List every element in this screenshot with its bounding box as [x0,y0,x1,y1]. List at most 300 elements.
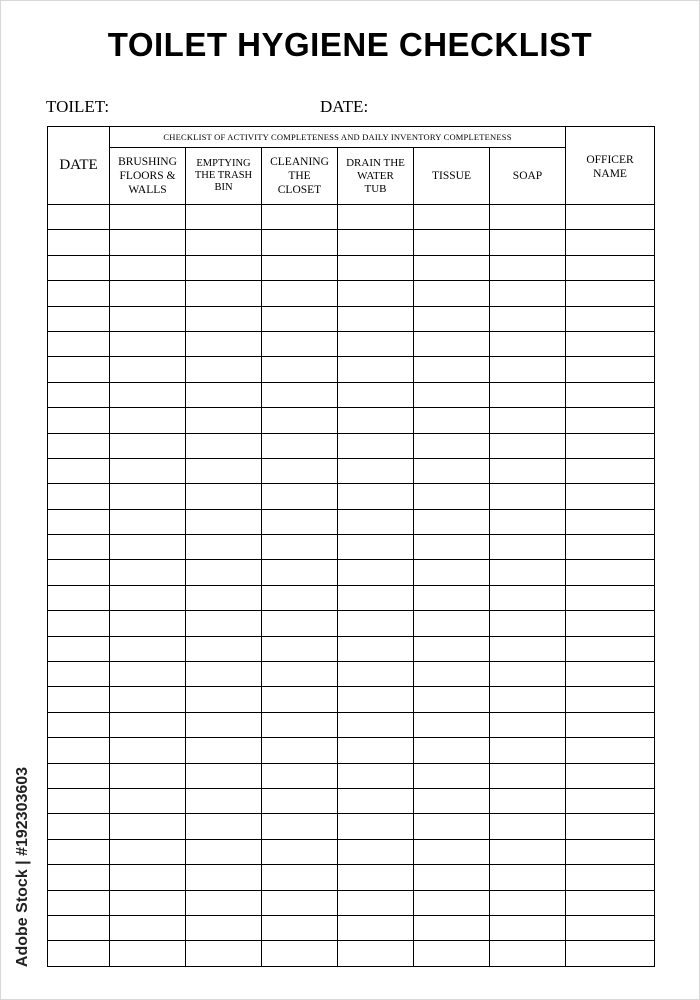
table-cell[interactable] [48,611,110,636]
table-row [48,560,655,585]
table-cell[interactable] [338,865,414,890]
stock-id-watermark [13,752,33,982]
table-cell[interactable] [566,535,655,560]
table-cell[interactable] [414,281,490,306]
table-cell[interactable] [490,738,566,763]
table-row [48,611,655,636]
table-cell[interactable] [566,205,655,230]
table-cell[interactable] [262,687,338,712]
table-cell[interactable] [566,509,655,534]
table-cell[interactable] [48,763,110,788]
table-cell[interactable] [186,788,262,813]
table-row [48,763,655,788]
table-cell[interactable] [262,839,338,864]
table-cell[interactable] [414,509,490,534]
table-cell[interactable] [262,712,338,737]
table-cell[interactable] [338,331,414,356]
table-cell[interactable] [490,331,566,356]
table-cell[interactable] [490,662,566,687]
table-cell[interactable] [186,205,262,230]
table-row [48,306,655,331]
header-line: TUB [364,182,387,195]
table-cell[interactable] [186,458,262,483]
table-cell[interactable] [48,458,110,483]
table-cell[interactable] [338,712,414,737]
table-cell[interactable] [262,408,338,433]
table-cell[interactable] [48,560,110,585]
table-cell[interactable] [48,535,110,560]
toilet-field-label: TOILET: [46,97,110,116]
tissue-header [414,148,490,205]
table-cell[interactable] [490,941,566,966]
table-cell[interactable] [48,509,110,534]
table-cell[interactable] [338,205,414,230]
table-cell[interactable] [490,433,566,458]
checklist-table-body [48,205,655,967]
table-cell[interactable] [414,255,490,280]
table-cell[interactable] [186,408,262,433]
table-cell[interactable] [262,738,338,763]
table-cell[interactable] [186,357,262,382]
table-row [48,662,655,687]
table-cell[interactable] [110,357,186,382]
table-cell[interactable] [262,636,338,661]
checklist-group-header: CHECKLIST OF ACTIVITY COMPLETENESS AND DAILY INVENTORY COMPLETENESS [110,127,566,148]
table-cell[interactable] [566,255,655,280]
table-cell[interactable] [414,535,490,560]
table-cell[interactable] [414,941,490,966]
table-cell[interactable] [338,560,414,585]
table-cell[interactable] [490,357,566,382]
table-cell[interactable] [110,890,186,915]
table-cell[interactable] [110,636,186,661]
table-cell[interactable] [566,458,655,483]
header-line: WATER [357,169,394,182]
header-line: WALLS [128,184,167,196]
table-cell[interactable] [110,509,186,534]
table-cell[interactable] [490,839,566,864]
table-cell[interactable] [338,915,414,940]
table-cell[interactable] [566,712,655,737]
table-row [48,814,655,839]
table-cell[interactable] [414,865,490,890]
table-cell[interactable] [110,331,186,356]
table-cell[interactable] [338,814,414,839]
table-cell[interactable] [262,763,338,788]
table-cell[interactable] [110,712,186,737]
table-cell[interactable] [48,230,110,255]
table-cell[interactable] [566,281,655,306]
table-cell[interactable] [186,890,262,915]
table-cell[interactable] [48,941,110,966]
table-cell[interactable] [110,585,186,610]
table-cell[interactable] [338,357,414,382]
table-row [48,331,655,356]
table-cell[interactable] [110,205,186,230]
header-line: TISSUE [432,170,471,182]
table-cell[interactable] [566,915,655,940]
table-cell[interactable] [186,712,262,737]
soap-header [490,148,566,205]
table-cell[interactable] [186,306,262,331]
table-cell[interactable] [48,662,110,687]
table-row [48,941,655,966]
table-cell[interactable] [338,890,414,915]
table-cell[interactable] [566,941,655,966]
table-cell[interactable] [262,915,338,940]
header-line: SOAP [512,170,543,182]
table-cell[interactable] [48,484,110,509]
table-cell[interactable] [48,331,110,356]
table-row [48,839,655,864]
table-cell[interactable] [48,865,110,890]
table-cell[interactable] [48,382,110,407]
table-cell[interactable] [566,738,655,763]
table-cell[interactable] [262,484,338,509]
table-cell[interactable] [48,915,110,940]
table-cell[interactable] [262,306,338,331]
table-cell[interactable] [338,738,414,763]
table-cell[interactable] [414,382,490,407]
table-cell[interactable] [490,281,566,306]
officer-header-line: NAME [593,168,627,180]
table-cell[interactable] [186,281,262,306]
table-cell[interactable] [186,814,262,839]
table-cell[interactable] [566,585,655,610]
table-cell[interactable] [110,230,186,255]
table-cell[interactable] [48,306,110,331]
table-cell[interactable] [110,458,186,483]
date-column-header: DATE [48,127,110,205]
table-cell[interactable] [414,636,490,661]
table-cell[interactable] [490,611,566,636]
table-cell[interactable] [490,535,566,560]
table-cell[interactable] [262,205,338,230]
table-row [48,535,655,560]
table-cell[interactable] [110,738,186,763]
table-cell[interactable] [262,788,338,813]
table-cell[interactable] [262,433,338,458]
table-cell[interactable] [566,484,655,509]
table-cell[interactable] [338,585,414,610]
table-cell[interactable] [338,382,414,407]
table-row [48,788,655,813]
table-cell[interactable] [566,382,655,407]
table-row [48,585,655,610]
table-cell[interactable] [566,890,655,915]
table-cell[interactable] [414,205,490,230]
table-cell[interactable] [338,230,414,255]
table-cell[interactable] [110,433,186,458]
table-cell[interactable] [110,814,186,839]
table-cell[interactable] [262,662,338,687]
table-cell[interactable] [186,662,262,687]
table-cell[interactable] [262,535,338,560]
table-cell[interactable] [338,636,414,661]
table-cell[interactable] [110,687,186,712]
table-cell[interactable] [338,408,414,433]
table-cell[interactable] [110,662,186,687]
table-cell[interactable] [262,814,338,839]
table-row [48,281,655,306]
table-row [48,865,655,890]
table-cell[interactable] [110,915,186,940]
table-cell[interactable] [48,205,110,230]
table-cell[interactable] [490,763,566,788]
table-cell[interactable] [262,357,338,382]
table-cell[interactable] [338,687,414,712]
table-cell[interactable] [490,230,566,255]
table-row [48,509,655,534]
table-cell[interactable] [414,839,490,864]
table-cell[interactable] [262,941,338,966]
table-cell[interactable] [110,941,186,966]
table-cell[interactable] [186,865,262,890]
table-cell[interactable] [110,611,186,636]
table-row [48,433,655,458]
table-cell[interactable] [48,357,110,382]
table-cell[interactable] [490,205,566,230]
table-cell[interactable] [262,611,338,636]
table-cell[interactable] [186,433,262,458]
table-cell[interactable] [338,509,414,534]
table-row [48,205,655,230]
table-cell[interactable] [262,230,338,255]
table-cell[interactable] [338,788,414,813]
table-cell[interactable] [566,687,655,712]
table-cell[interactable] [490,915,566,940]
table-row [48,738,655,763]
table-row [48,915,655,940]
table-cell[interactable] [338,535,414,560]
table-cell[interactable] [110,255,186,280]
table-cell[interactable] [338,839,414,864]
table-cell[interactable] [566,408,655,433]
table-cell[interactable] [414,814,490,839]
table-cell[interactable] [48,814,110,839]
table-cell[interactable] [110,865,186,890]
header-line: DRAIN THE [346,156,405,169]
date-field-label: DATE: [320,97,369,116]
table-cell[interactable] [262,865,338,890]
table-cell[interactable] [414,763,490,788]
table-cell[interactable] [262,458,338,483]
table-cell[interactable] [110,788,186,813]
header-line: CLOSET [277,184,322,196]
header-line: THE TRASH [194,170,253,181]
table-cell[interactable] [186,839,262,864]
table-cell[interactable] [186,535,262,560]
table-cell[interactable] [48,712,110,737]
table-cell[interactable] [262,281,338,306]
table-cell[interactable] [414,687,490,712]
table-cell[interactable] [490,712,566,737]
table-cell[interactable] [490,255,566,280]
table-cell[interactable] [414,585,490,610]
header-line: CLEANING [270,156,329,168]
table-cell[interactable] [414,662,490,687]
table-row [48,890,655,915]
brushing-floors-walls-header [110,148,186,205]
table-cell[interactable] [48,839,110,864]
table-row [48,382,655,407]
checklist-table [47,126,655,967]
table-cell[interactable] [186,636,262,661]
table-cell[interactable] [490,788,566,813]
table-cell[interactable] [186,941,262,966]
table-cell[interactable] [48,255,110,280]
stock-id-text: Adobe Stock | #192303603 [14,766,32,968]
table-cell[interactable] [338,611,414,636]
table-row [48,408,655,433]
table-cell[interactable] [338,763,414,788]
table-cell[interactable] [566,839,655,864]
table-cell[interactable] [186,585,262,610]
table-cell[interactable] [186,255,262,280]
table-row [48,357,655,382]
cleaning-closet-header [262,148,338,205]
table-cell[interactable] [566,611,655,636]
table-row [48,484,655,509]
table-cell[interactable] [566,865,655,890]
table-cell[interactable] [414,738,490,763]
table-cell[interactable] [490,408,566,433]
table-cell[interactable] [110,408,186,433]
table-cell[interactable] [566,662,655,687]
table-cell[interactable] [566,636,655,661]
table-cell[interactable] [414,230,490,255]
table-cell[interactable] [186,687,262,712]
table-row [48,458,655,483]
table-cell[interactable] [48,636,110,661]
drain-water-tub-header [338,148,414,205]
table-cell[interactable] [490,382,566,407]
table-cell[interactable] [490,509,566,534]
table-cell[interactable] [48,408,110,433]
table-cell[interactable] [414,357,490,382]
officer-name-header [566,127,655,205]
table-cell[interactable] [566,433,655,458]
table-row [48,687,655,712]
table-cell[interactable] [48,890,110,915]
table-cell[interactable] [490,560,566,585]
table-cell[interactable] [414,433,490,458]
table-cell[interactable] [110,382,186,407]
table-cell[interactable] [262,509,338,534]
table-cell[interactable] [110,484,186,509]
table-cell[interactable] [48,433,110,458]
table-cell[interactable] [566,331,655,356]
table-cell[interactable] [338,941,414,966]
table-cell[interactable] [338,662,414,687]
table-cell[interactable] [186,763,262,788]
table-cell[interactable] [490,306,566,331]
table-row [48,712,655,737]
table-cell[interactable] [48,687,110,712]
table-cell[interactable] [566,763,655,788]
officer-header-line: OFFICER [586,154,634,166]
table-cell[interactable] [338,306,414,331]
table-cell[interactable] [186,560,262,585]
table-cell[interactable] [262,560,338,585]
table-cell[interactable] [566,814,655,839]
table-cell[interactable] [490,458,566,483]
table-cell[interactable] [186,331,262,356]
table-cell[interactable] [262,382,338,407]
header-line: BIN [214,182,233,193]
header-line: BRUSHING [118,156,177,168]
table-cell[interactable] [414,458,490,483]
table-row [48,636,655,661]
table-cell[interactable] [490,636,566,661]
table-cell[interactable] [414,890,490,915]
table-cell[interactable] [186,915,262,940]
table-cell[interactable] [186,611,262,636]
table-cell[interactable] [262,331,338,356]
table-cell[interactable] [262,890,338,915]
table-cell[interactable] [414,408,490,433]
table-cell[interactable] [110,281,186,306]
table-cell[interactable] [262,585,338,610]
table-cell[interactable] [48,788,110,813]
table-cell[interactable] [338,255,414,280]
table-cell[interactable] [414,788,490,813]
table-cell[interactable] [186,509,262,534]
table-cell[interactable] [338,484,414,509]
table-cell[interactable] [338,433,414,458]
table-cell[interactable] [566,788,655,813]
table-cell[interactable] [566,230,655,255]
table-cell[interactable] [48,738,110,763]
table-cell[interactable] [490,814,566,839]
table-cell[interactable] [566,560,655,585]
table-cell[interactable] [338,458,414,483]
table-cell[interactable] [110,306,186,331]
table-cell[interactable] [414,712,490,737]
header-line: FLOORS & [119,170,176,182]
table-cell[interactable] [566,357,655,382]
table-cell[interactable] [48,585,110,610]
table-cell[interactable] [566,306,655,331]
table-cell[interactable] [414,484,490,509]
table-cell[interactable] [490,865,566,890]
table-cell[interactable] [110,763,186,788]
table-cell[interactable] [414,915,490,940]
table-cell[interactable] [414,331,490,356]
table-row [48,255,655,280]
table-row [48,230,655,255]
table-cell[interactable] [110,839,186,864]
table-cell[interactable] [110,535,186,560]
table-cell[interactable] [490,484,566,509]
table-cell[interactable] [186,230,262,255]
table-cell[interactable] [490,890,566,915]
table-cell[interactable] [414,611,490,636]
table-cell[interactable] [490,585,566,610]
table-cell[interactable] [262,255,338,280]
table-cell[interactable] [186,738,262,763]
table-cell[interactable] [490,687,566,712]
table-cell[interactable] [110,560,186,585]
table-cell[interactable] [186,382,262,407]
emptying-trash-bin-header [186,148,262,205]
table-cell[interactable] [338,281,414,306]
page-title: TOILET HYGIENE CHECKLIST [107,26,593,63]
table-cell[interactable] [186,484,262,509]
table-cell[interactable] [414,560,490,585]
table-cell[interactable] [414,306,490,331]
table-cell[interactable] [48,281,110,306]
